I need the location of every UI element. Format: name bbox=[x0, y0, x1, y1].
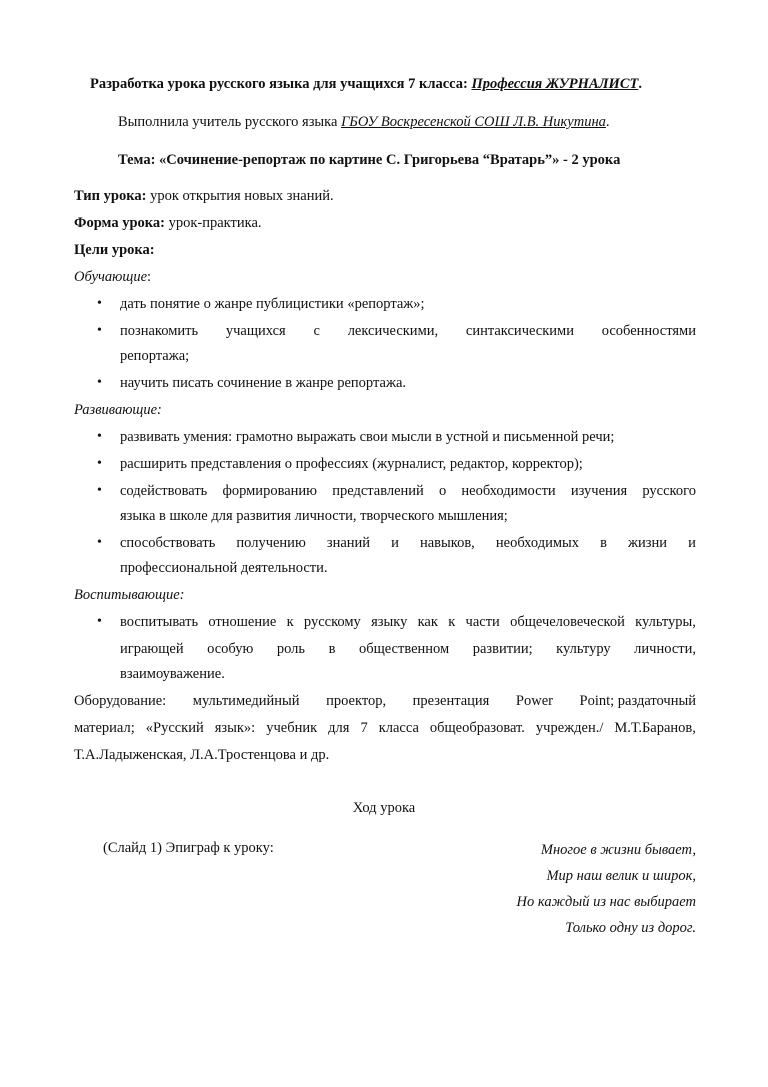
word: общеобразоват. bbox=[429, 720, 525, 736]
word: лексическими, bbox=[347, 323, 439, 339]
epigraph-line-1: Многое в жизни бывает, bbox=[540, 842, 696, 858]
author-end: . bbox=[605, 114, 610, 130]
word: 7 bbox=[360, 720, 368, 736]
word: роль bbox=[276, 641, 306, 657]
developing-item-4-cont: профессиональной деятельности. bbox=[120, 560, 328, 576]
word: содействовать bbox=[120, 483, 208, 499]
word: способствовать bbox=[120, 535, 216, 551]
educating-item-1-line-2 bbox=[120, 639, 696, 659]
lesson-form-value: урок-практика. bbox=[164, 215, 262, 231]
word: и bbox=[688, 535, 696, 551]
word: язык»: bbox=[214, 720, 256, 736]
educating-item-1-cont: взаимоуважение. bbox=[120, 666, 225, 682]
word: Point; раздаточный bbox=[579, 693, 696, 709]
word: для bbox=[328, 720, 350, 736]
word: особенностями bbox=[601, 323, 696, 339]
epigraph-line-3: Но каждый из нас выбирает bbox=[516, 894, 696, 910]
word: с bbox=[313, 323, 320, 339]
developing-item-3 bbox=[120, 481, 696, 501]
word: и bbox=[391, 535, 399, 551]
word: учебник bbox=[266, 720, 318, 736]
word: знаний bbox=[326, 535, 371, 551]
word: синтаксическими bbox=[465, 323, 574, 339]
word: учрежден./ bbox=[535, 720, 604, 736]
word: как bbox=[417, 614, 438, 630]
word: «Русский bbox=[145, 720, 204, 736]
word: развитии; bbox=[472, 641, 533, 657]
epigraph-line-2: Мир наш велик и широк, bbox=[546, 868, 696, 884]
word: Оборудование: bbox=[74, 693, 167, 709]
teaching-heading bbox=[74, 267, 151, 287]
bullet: • bbox=[97, 375, 102, 390]
word: особую bbox=[207, 641, 254, 657]
bullet: • bbox=[97, 456, 102, 471]
document-title bbox=[90, 74, 642, 94]
word: личности, bbox=[634, 641, 696, 657]
word: играющей bbox=[120, 641, 184, 657]
word: русского bbox=[642, 483, 696, 499]
author-line bbox=[118, 112, 610, 132]
word: класса bbox=[378, 720, 419, 736]
title-profession: Профессия ЖУРНАЛИСТ bbox=[471, 76, 639, 92]
developing-item-3-cont: языка в школе для развития личности, творческого мышления; bbox=[120, 508, 508, 524]
word: части bbox=[465, 614, 500, 630]
title-text: Разработка урока русского языка для учащихся 7 класса: bbox=[90, 76, 472, 92]
word: познакомить bbox=[120, 323, 199, 339]
developing-item-2: расширить представления о профессиях (журналист, редактор, корректор); bbox=[120, 456, 583, 472]
lesson-type bbox=[74, 186, 334, 206]
word: к bbox=[448, 614, 456, 630]
author-school: ГБОУ Воскресенской СОШ Л.В. Никутина bbox=[341, 114, 606, 130]
word: Power bbox=[515, 693, 553, 709]
course-heading: Ход урока bbox=[352, 800, 416, 816]
word: навыков, bbox=[419, 535, 475, 551]
developing-item-1: развивать умения: грамотно выражать свои мысли в устной и письменной речи; bbox=[120, 429, 615, 445]
word: необходимости bbox=[461, 483, 556, 499]
bullet: • bbox=[97, 614, 102, 629]
lesson-type-label: Тип урока: bbox=[74, 188, 147, 204]
word: воспитывать bbox=[120, 614, 199, 630]
word: презентация bbox=[412, 693, 490, 709]
word: учащихся bbox=[225, 323, 286, 339]
teaching-label: Обучающие bbox=[74, 269, 148, 285]
bullet: • bbox=[97, 429, 102, 444]
bullet: • bbox=[97, 483, 102, 498]
epigraph-line-4: Только одну из дорог. bbox=[565, 920, 696, 936]
teaching-colon: : bbox=[147, 269, 152, 285]
teaching-item-1: дать понятие о жанре публицистики «репортаж»; bbox=[120, 296, 425, 312]
word: к bbox=[286, 614, 294, 630]
equipment-line-3: Т.А.Ладыженская, Л.А.Тростенцова и др. bbox=[74, 747, 330, 763]
word: представлений bbox=[332, 483, 424, 499]
word: о bbox=[438, 483, 447, 499]
title-end: . bbox=[638, 76, 642, 92]
bullet: • bbox=[97, 535, 102, 550]
word: культуру bbox=[556, 641, 611, 657]
word: изучения bbox=[570, 483, 628, 499]
word: получению bbox=[236, 535, 306, 551]
lesson-form-label: Форма урока: bbox=[74, 215, 165, 231]
word: отношение bbox=[208, 614, 277, 630]
word: культуры, bbox=[635, 614, 696, 630]
slide-label: (Слайд 1) Эпиграф к уроку: bbox=[103, 840, 274, 856]
word: формированию bbox=[222, 483, 318, 499]
word: в bbox=[328, 641, 336, 657]
teaching-item-3: научить писать сочинение в жанре репортажа. bbox=[120, 375, 407, 391]
word: в bbox=[600, 535, 607, 551]
equipment-line-1 bbox=[74, 691, 696, 711]
educating-item-1 bbox=[120, 612, 696, 632]
word: жизни bbox=[628, 535, 668, 551]
word: материал; bbox=[74, 720, 135, 736]
goals-heading: Цели урока: bbox=[74, 242, 155, 258]
equipment-line-2 bbox=[74, 718, 696, 738]
bullet: • bbox=[97, 323, 102, 338]
word: общественном bbox=[358, 641, 450, 657]
word: мультимедийный bbox=[192, 693, 300, 709]
developing-heading: Развивающие: bbox=[74, 402, 162, 418]
author-prefix: Выполнила учитель русского языка bbox=[118, 114, 342, 130]
word: М.Т.Баранов, bbox=[614, 720, 696, 736]
teaching-item-2-cont: репортажа; bbox=[120, 348, 190, 364]
teaching-item-2 bbox=[120, 321, 696, 341]
developing-item-4 bbox=[120, 533, 696, 553]
educating-heading: Воспитывающие: bbox=[74, 587, 185, 603]
word: необходимых bbox=[495, 535, 579, 551]
lesson-topic: Тема: «Сочинение-репортаж по картине С. Григорьева “Вратарь”» - 2 урока bbox=[118, 152, 621, 168]
word: русскому bbox=[303, 614, 361, 630]
lesson-form bbox=[74, 213, 262, 233]
word: языку bbox=[371, 614, 408, 630]
word: общечеловеческой bbox=[510, 614, 625, 630]
bullet: • bbox=[97, 296, 102, 311]
word: проектор, bbox=[326, 693, 387, 709]
lesson-type-value: урок открытия новых знаний. bbox=[146, 188, 334, 204]
